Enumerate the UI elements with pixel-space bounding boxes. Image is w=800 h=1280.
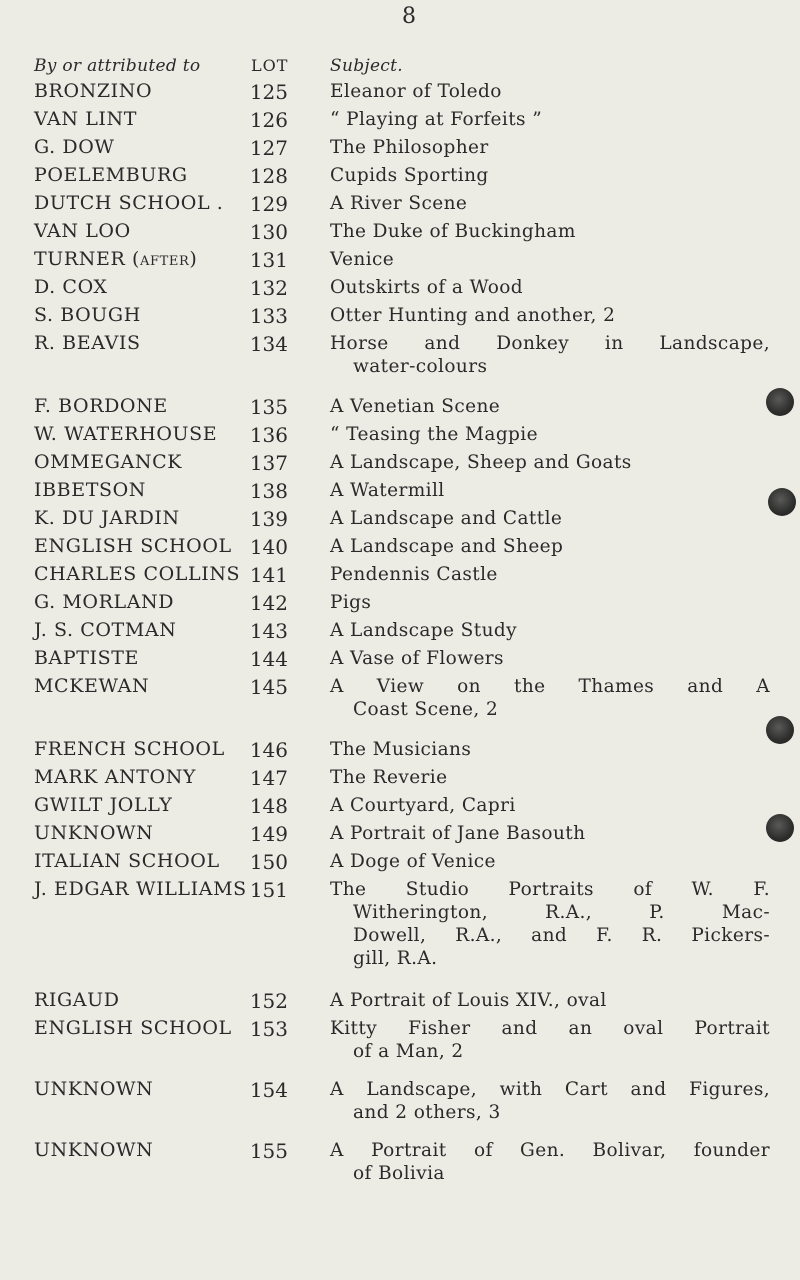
artist-name: VAN LINT xyxy=(34,108,138,130)
artist-name: OMMEGANCK xyxy=(34,451,183,473)
subject-line: Eleanor of Toledo xyxy=(330,81,502,102)
subject-line: Pendennis Castle xyxy=(330,564,498,585)
artist-name: R. BEAVIS xyxy=(34,332,141,354)
subject-text xyxy=(330,395,770,418)
artist-name: IBBETSON xyxy=(34,479,146,501)
subject-line: Dowell, R.A., and F. R. Pickers- xyxy=(353,925,770,946)
lot-number: 136 xyxy=(249,423,288,447)
lot-number: 128 xyxy=(249,164,288,188)
lot-number: 152 xyxy=(249,989,288,1013)
subject-line: A Landscape and Cattle xyxy=(330,508,563,529)
subject-line: A Landscape, Sheep and Goats xyxy=(330,452,632,473)
artist-name: ENGLISH SCHOOL xyxy=(34,1017,232,1039)
artist-name: K. DU JARDIN xyxy=(34,507,180,529)
subject-line: Venice xyxy=(330,249,395,270)
subject-line: Cupids Sporting xyxy=(330,165,489,186)
subject-line: The Reverie xyxy=(330,767,448,788)
subject-line: A Doge of Venice xyxy=(330,851,496,872)
subject-text xyxy=(330,563,770,586)
lot-number: 149 xyxy=(249,822,288,846)
subject-text xyxy=(330,822,770,845)
subject-line: A View on the Thames and A xyxy=(330,676,770,697)
subject-line: gill, R.A. xyxy=(353,948,438,969)
lot-number: 148 xyxy=(249,794,288,818)
artist-name: CHARLES COLLINS xyxy=(34,563,241,585)
artist-name: TURNER (after) xyxy=(34,248,198,270)
subject-text xyxy=(330,507,770,530)
artist-name: GWILT JOLLY xyxy=(34,794,173,816)
subject-line: Kitty Fisher and an oval Portrait xyxy=(330,1018,770,1039)
subject-line: Pigs xyxy=(330,592,372,613)
subject-text xyxy=(330,794,770,817)
subject-line: The Philosopher xyxy=(330,137,489,158)
artist-name: J. EDGAR WILLIAMS . xyxy=(34,878,261,900)
subject-text xyxy=(330,80,770,103)
artist-name: G. MORLAND xyxy=(34,591,175,613)
lot-number: 151 xyxy=(249,878,288,902)
artist-name: DUTCH SCHOOL . xyxy=(34,192,224,214)
lot-number: 138 xyxy=(249,479,288,503)
artist-name: ENGLISH SCHOOL xyxy=(34,535,232,557)
lot-number: 129 xyxy=(249,192,288,216)
subject-text xyxy=(330,1017,770,1063)
artist-name: UNKNOWN xyxy=(34,1078,154,1100)
artist-name: MCKEWAN xyxy=(34,675,150,697)
subject-line: The Studio Portraits of W. F. xyxy=(330,879,770,900)
artist-name: S. BOUGH xyxy=(34,304,141,326)
subject-line: A Portrait of Gen. Bolivar, founder xyxy=(330,1140,770,1161)
artist-name: ITALIAN SCHOOL xyxy=(34,850,220,872)
subject-line: The Musicians xyxy=(330,739,472,760)
lot-number: 143 xyxy=(249,619,288,643)
lot-number: 133 xyxy=(249,304,288,328)
artist-column-header: By or attributed to xyxy=(34,56,201,76)
artist-name: G. DOW xyxy=(34,136,115,158)
subject-text xyxy=(330,647,770,670)
subject-line: A Watermill xyxy=(330,480,445,501)
subject-text xyxy=(330,451,770,474)
lot-number: 130 xyxy=(249,220,288,244)
lot-number: 131 xyxy=(249,248,288,272)
subject-line: A Landscape, with Cart and Figures, xyxy=(330,1079,770,1100)
subject-text xyxy=(330,850,770,873)
lot-number: 139 xyxy=(249,507,288,531)
subject-line: Outskirts of a Wood xyxy=(330,277,524,298)
lot-number: 146 xyxy=(249,738,288,762)
artist-name: BRONZINO xyxy=(34,80,153,102)
subject-line: of a Man, 2 xyxy=(353,1041,464,1062)
lot-number: 126 xyxy=(249,108,288,132)
lot-number: 135 xyxy=(249,395,288,419)
page-number: 8 xyxy=(402,4,416,29)
lot-number: 147 xyxy=(249,766,288,790)
artist-name: FRENCH SCHOOL xyxy=(34,738,225,760)
subject-text xyxy=(330,989,770,1012)
subject-line: Horse and Donkey in Landscape, xyxy=(330,333,770,354)
subject-text xyxy=(330,766,770,789)
subject-line: “ Playing at Forfeits ” xyxy=(330,109,543,130)
subject-text xyxy=(330,479,770,502)
binding-hole-mark xyxy=(766,814,794,842)
lot-number: 150 xyxy=(249,850,288,874)
lot-number: 141 xyxy=(249,563,288,587)
subject-text xyxy=(330,136,770,159)
subject-text xyxy=(330,192,770,215)
subject-text xyxy=(330,535,770,558)
artist-name: J. S. COTMAN xyxy=(34,619,177,641)
artist-name: F. BORDONE xyxy=(34,395,168,417)
subject-line: of Bolivia xyxy=(353,1163,445,1184)
subject-text xyxy=(330,276,770,299)
subject-column-header: Subject. xyxy=(330,56,403,76)
subject-line: A Portrait of Jane Basouth xyxy=(330,823,586,844)
artist-name: POELEMBURG xyxy=(34,164,188,186)
subject-line: Coast Scene, 2 xyxy=(353,699,499,720)
subject-text xyxy=(330,220,770,243)
subject-line: A Courtyard, Capri xyxy=(330,795,516,816)
subject-text xyxy=(330,108,770,131)
lot-number: 145 xyxy=(249,675,288,699)
lot-number: 153 xyxy=(249,1017,288,1041)
artist-name: W. WATERHOUSE xyxy=(34,423,218,445)
subject-text xyxy=(330,332,770,378)
subject-text xyxy=(330,675,770,721)
artist-name: RIGAUD xyxy=(34,989,120,1011)
subject-line: A Vase of Flowers xyxy=(330,648,504,669)
lot-number: 155 xyxy=(249,1139,288,1163)
binding-hole-mark xyxy=(766,388,794,416)
subject-text xyxy=(330,878,770,970)
subject-text xyxy=(330,164,770,187)
binding-hole-mark xyxy=(768,488,796,516)
subject-line: A Landscape and Sheep xyxy=(330,536,564,557)
lot-number: 132 xyxy=(249,276,288,300)
subject-text xyxy=(330,738,770,761)
subject-line: A Portrait of Louis XIV., oval xyxy=(330,990,607,1011)
subject-text xyxy=(330,619,770,642)
lot-number: 125 xyxy=(249,80,288,104)
artist-name: D. COX xyxy=(34,276,108,298)
subject-line: A River Scene xyxy=(330,193,468,214)
lot-number: 134 xyxy=(249,332,288,356)
subject-text xyxy=(330,591,770,614)
artist-name: UNKNOWN xyxy=(34,1139,154,1161)
subject-text xyxy=(330,1139,770,1185)
subject-line: A Venetian Scene xyxy=(330,396,501,417)
subject-line: “ Teasing the Magpie xyxy=(330,424,538,445)
subject-text xyxy=(330,304,770,327)
subject-line: Otter Hunting and another, 2 xyxy=(330,305,616,326)
lot-number: 127 xyxy=(249,136,288,160)
artist-name: UNKNOWN xyxy=(34,822,154,844)
subject-line: water-colours xyxy=(353,356,488,377)
subject-text xyxy=(330,1078,770,1124)
binding-hole-mark xyxy=(766,716,794,744)
subject-line: Witherington, R.A., P. Mac- xyxy=(353,902,770,923)
subject-line: and 2 others, 3 xyxy=(353,1102,501,1123)
lot-column-header: LOT xyxy=(251,56,289,75)
lot-number: 140 xyxy=(249,535,288,559)
lot-number: 137 xyxy=(249,451,288,475)
subject-line: The Duke of Buckingham xyxy=(330,221,576,242)
subject-text xyxy=(330,423,770,446)
artist-name: BAPTISTE xyxy=(34,647,140,669)
lot-number: 154 xyxy=(249,1078,288,1102)
lot-number: 144 xyxy=(249,647,288,671)
artist-name: MARK ANTONY xyxy=(34,766,197,788)
lot-number: 142 xyxy=(249,591,288,615)
subject-text xyxy=(330,248,770,271)
subject-line: A Landscape Study xyxy=(330,620,517,641)
artist-name: VAN LOO xyxy=(34,220,131,242)
